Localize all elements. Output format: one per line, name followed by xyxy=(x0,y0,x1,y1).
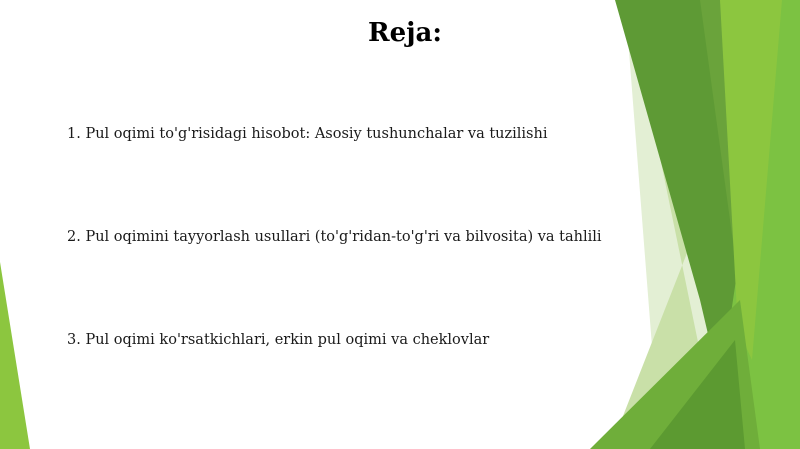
left-edge-facet xyxy=(0,262,30,449)
slide-title: Reja: xyxy=(367,18,442,48)
list-item: 2. Pul oqimini tayyorlash usullari (to'g'ridan-to'g'ri va bilvosita) va tahlili xyxy=(67,229,602,245)
list-item: 1. Pul oqimi to'g'risidagi hisobot: Asosiy tushunchalar va tuzilishi xyxy=(67,126,548,142)
list-item: 3. Pul oqimi ko'rsatkichlari, erkin pul oqimi va cheklovlar xyxy=(67,332,490,348)
